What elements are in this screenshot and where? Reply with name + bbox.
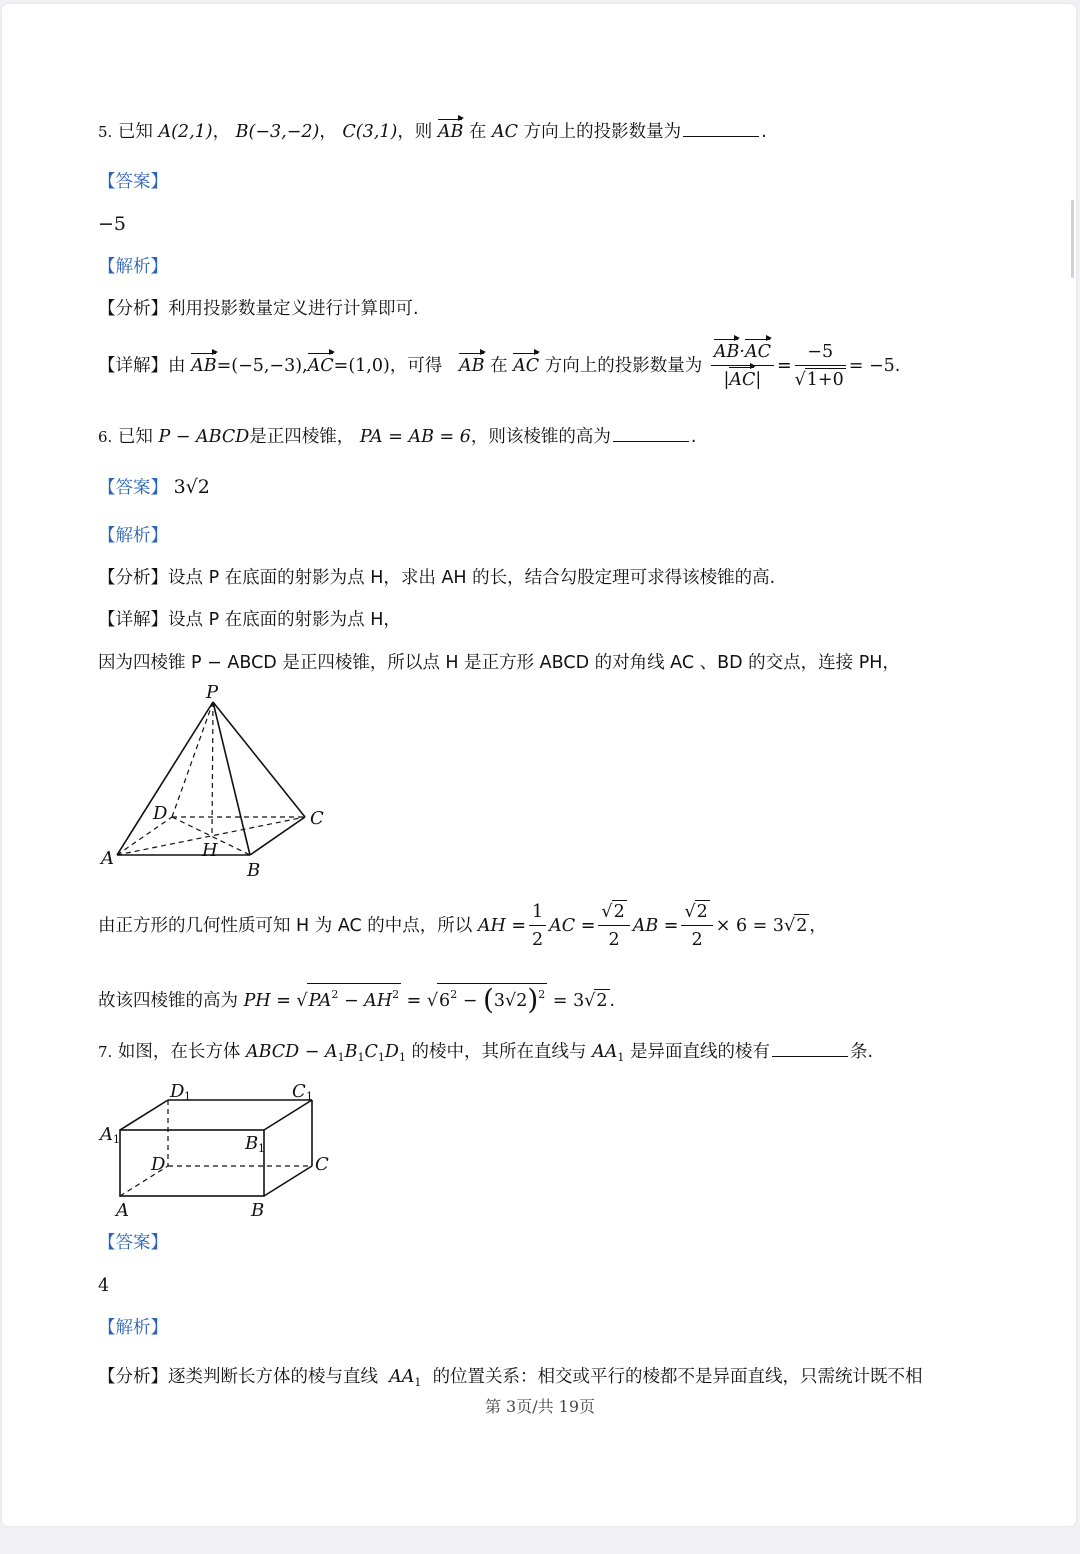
analysis-label: 【解析】: [98, 257, 168, 277]
q6-detail: 【详解】设点 P 在底面的射影为点 H，: [98, 610, 401, 630]
svg-text:B: B: [245, 1133, 259, 1154]
analysis-label: 【解析】: [98, 526, 168, 546]
q6-question: 6. 已知 P − ABCD是正四棱锥， PA = AB = 6，则该棱锥的高为 .: [98, 427, 697, 447]
svg-text:D: D: [170, 1081, 185, 1102]
vertex-label: H: [202, 840, 218, 861]
q5-detail: 【详解】由 AB=(−5,−3),AC=(1,0)，可得 AB 在 AC 方向上的投影数量为 $\frac{AB\cdot AC}{|AC|}$ = $\frac{-5}{√1+0}$ = −5.: [98, 342, 901, 390]
cuboid-figure: [95, 1078, 345, 1223]
vertex-label: P: [206, 682, 219, 703]
value-fraction: $\frac{-5}{√1+0}$: [794, 342, 844, 390]
answer-label: 【答案】: [98, 172, 168, 192]
svg-text:C: C: [292, 1081, 306, 1102]
analysis-label: 【解析】: [98, 1318, 168, 1338]
svg-text:B: B: [251, 1200, 265, 1221]
page-footer: 第 3页/共 19页: [484, 1397, 596, 1416]
vertex-label: A: [101, 848, 114, 869]
vertex-label: B: [247, 860, 261, 881]
pyramid-figure: [95, 682, 345, 882]
page-gutter: [0, 1530, 1080, 1554]
projection-fraction: $\frac{AB\cdot AC}{|AC|}$: [711, 340, 774, 392]
q5-fenxi: 【分析】利用投影数量定义进行计算即可.: [98, 299, 419, 319]
q6-detail-line3: 因为四棱锥 P − ABCD 是正四棱锥，所以点 H 是正方形 ABCD 的对角线 AC 、BD 的交点，连接 PH，: [98, 653, 900, 673]
q5-answer: −5: [98, 213, 127, 235]
q7-question: 7. 如图，在长方体 ABCD − $A_1B_1C_1D_1$ 的棱中，其所在直线与 $AA_1$ 是异面直线的棱有 条.: [98, 1042, 874, 1064]
q6-fenxi: 【分析】设点 P 在底面的射影为点 H，求出 AH 的长，结合勾股定理可求得该棱锥的高.: [98, 568, 776, 588]
svg-text:1: 1: [306, 1090, 313, 1103]
q7-answer: 4: [98, 1276, 110, 1296]
answer-label: 【答案】: [98, 1233, 168, 1253]
question-number: 5.: [98, 123, 113, 141]
vertex-label: D: [153, 803, 168, 824]
q6-line5: 故该四棱锥的高为 PH = $√PA^2 - AH^2 = √6^2 - (3√2)^2 = 3√2$ .: [98, 983, 616, 1016]
svg-text:1: 1: [258, 1142, 265, 1155]
q6-answer: 3√2: [173, 476, 210, 498]
svg-text:1: 1: [184, 1090, 191, 1103]
q5-question: 5. 已知 A(2,1)， B(−3,−2)， C(3,1)，则 AB 在 AC 方向上的投影数量为 .: [98, 122, 767, 142]
scrollbar[interactable]: [1071, 200, 1074, 278]
svg-text:A: A: [100, 1124, 113, 1145]
svg-text:A: A: [116, 1200, 129, 1221]
question-number: 6.: [98, 428, 113, 446]
question-number: 7.: [98, 1043, 113, 1061]
svg-text:1: 1: [113, 1133, 120, 1146]
svg-text:C: C: [315, 1154, 329, 1175]
q6-answer-line: 【答案】 3√2: [98, 476, 210, 498]
q7-fenxi: 【分析】逐类判断长方体的棱与直线 $AA_1$ 的位置关系：相交或平行的棱都不是异面直线，只需统计既不相: [98, 1367, 923, 1389]
q6-line4: 由正方形的几何性质可知 H 为 AC 的中点，所以 AH = $\frac{1}{2}$ AC = $\frac{√2}{2}$ AB = $\frac{√2}{2}$ × 6 = 3√2 ，: [98, 902, 827, 950]
vertex-label: C: [310, 808, 324, 829]
svg-text:D: D: [151, 1154, 166, 1175]
